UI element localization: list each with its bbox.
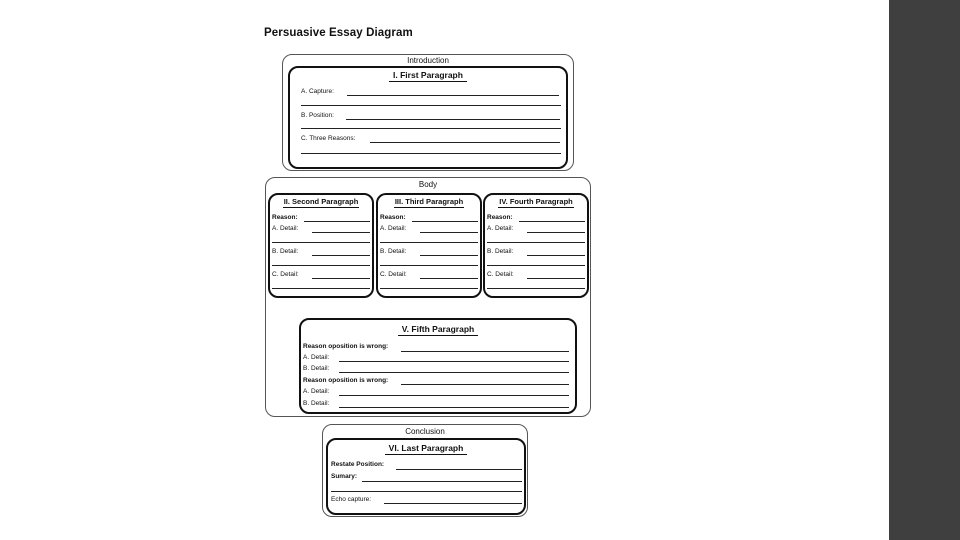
fifth-detail-a2-label: A. Detail: [303, 388, 330, 395]
fifth-reason-2-label: Reason oposition is wrong: [303, 377, 389, 384]
fifth-detail-b1-line[interactable] [339, 372, 569, 373]
three-reasons-label: C. Three Reasons: [301, 135, 356, 142]
fifth-reason-2-line[interactable] [401, 384, 569, 385]
capture-line-2[interactable] [301, 105, 561, 106]
fourth-detail-c-line-2[interactable] [487, 288, 585, 289]
second-detail-c-line-2[interactable] [272, 288, 370, 289]
fifth-reason-1-line[interactable] [401, 351, 569, 352]
second-detail-b-label: B. Detail: [272, 248, 299, 255]
fifth-paragraph-box [299, 318, 577, 414]
third-detail-b-line[interactable] [420, 255, 478, 256]
fourth-detail-b-line-2[interactable] [487, 265, 585, 266]
fourth-reason-label: Reason: [487, 214, 513, 221]
position-line[interactable] [346, 119, 560, 120]
fifth-detail-b2-label: B. Detail: [303, 400, 330, 407]
second-paragraph-box [268, 193, 374, 298]
third-detail-c-label: C. Detail: [380, 271, 407, 278]
restate-position-label: Restate Position: [331, 461, 385, 468]
conclusion-label: Conclusion [405, 427, 445, 436]
position-line-2[interactable] [301, 128, 561, 129]
capture-line[interactable] [347, 95, 559, 96]
conclusion-section [322, 424, 528, 517]
second-detail-c-label: C. Detail: [272, 271, 299, 278]
last-paragraph-box [326, 438, 526, 515]
fifth-paragraph-heading: V. Fifth Paragraph [301, 324, 575, 336]
second-reason-label: Reason: [272, 214, 298, 221]
first-paragraph-heading: I. First Paragraph [290, 70, 566, 82]
body-section [265, 177, 591, 417]
third-detail-b-label: B. Detail: [380, 248, 407, 255]
third-detail-c-line-2[interactable] [380, 288, 478, 289]
second-detail-b-line-2[interactable] [272, 265, 370, 266]
third-detail-a-line-2[interactable] [380, 242, 478, 243]
second-paragraph-heading: II. Second Paragraph [283, 197, 359, 206]
fifth-detail-a1-label: A. Detail: [303, 354, 330, 361]
first-paragraph-box [288, 66, 568, 169]
capture-label: A. Capture: [301, 88, 334, 95]
summary-label: Sumary: [331, 473, 358, 480]
second-detail-a-line[interactable] [312, 232, 370, 233]
third-reason-line[interactable] [412, 221, 478, 222]
fifth-reason-1-label: Reason oposition is wrong: [303, 343, 389, 350]
second-detail-c-line[interactable] [312, 278, 370, 279]
fourth-detail-a-line[interactable] [527, 232, 585, 233]
position-label: B. Position: [301, 112, 334, 119]
fourth-reason-line[interactable] [519, 221, 585, 222]
summary-line[interactable] [362, 481, 522, 482]
body-label: Body [418, 180, 438, 189]
fifth-detail-a1-line[interactable] [339, 361, 569, 362]
third-detail-a-line[interactable] [420, 232, 478, 233]
third-detail-c-line[interactable] [420, 278, 478, 279]
fourth-detail-b-label: B. Detail: [487, 248, 514, 255]
restate-position-line[interactable] [396, 469, 522, 470]
fourth-detail-a-label: A. Detail: [487, 225, 514, 232]
fourth-paragraph-box [483, 193, 589, 298]
three-reasons-line[interactable] [370, 142, 560, 143]
third-paragraph-box [376, 193, 482, 298]
fifth-detail-b1-label: B. Detail: [303, 365, 330, 372]
fourth-detail-a-line-2[interactable] [487, 242, 585, 243]
fourth-detail-c-line[interactable] [527, 278, 585, 279]
second-reason-line[interactable] [304, 221, 370, 222]
third-paragraph-heading: III. Third Paragraph [394, 197, 464, 206]
fifth-detail-a2-line[interactable] [339, 395, 569, 396]
last-paragraph-heading: VI. Last Paragraph [328, 443, 524, 455]
second-detail-a-label: A. Detail: [272, 225, 299, 232]
right-sidebar-panel [889, 0, 960, 540]
third-detail-b-line-2[interactable] [380, 265, 478, 266]
introduction-label: Introduction [407, 56, 449, 65]
page-title: Persuasive Essay Diagram [264, 27, 413, 39]
summary-line-2[interactable] [331, 491, 522, 492]
fourth-detail-c-label: C. Detail: [487, 271, 514, 278]
three-reasons-line-2[interactable] [301, 153, 561, 154]
fourth-detail-b-line[interactable] [527, 255, 585, 256]
third-detail-a-label: A. Detail: [380, 225, 407, 232]
second-detail-b-line[interactable] [312, 255, 370, 256]
second-detail-a-line-2[interactable] [272, 242, 370, 243]
echo-capture-line[interactable] [384, 503, 522, 504]
fifth-detail-b2-line[interactable] [339, 407, 569, 408]
echo-capture-label: Echo capture: [331, 496, 372, 503]
fourth-paragraph-heading: IV. Fourth Paragraph [499, 197, 573, 206]
introduction-section [282, 54, 574, 171]
third-reason-label: Reason: [380, 214, 406, 221]
